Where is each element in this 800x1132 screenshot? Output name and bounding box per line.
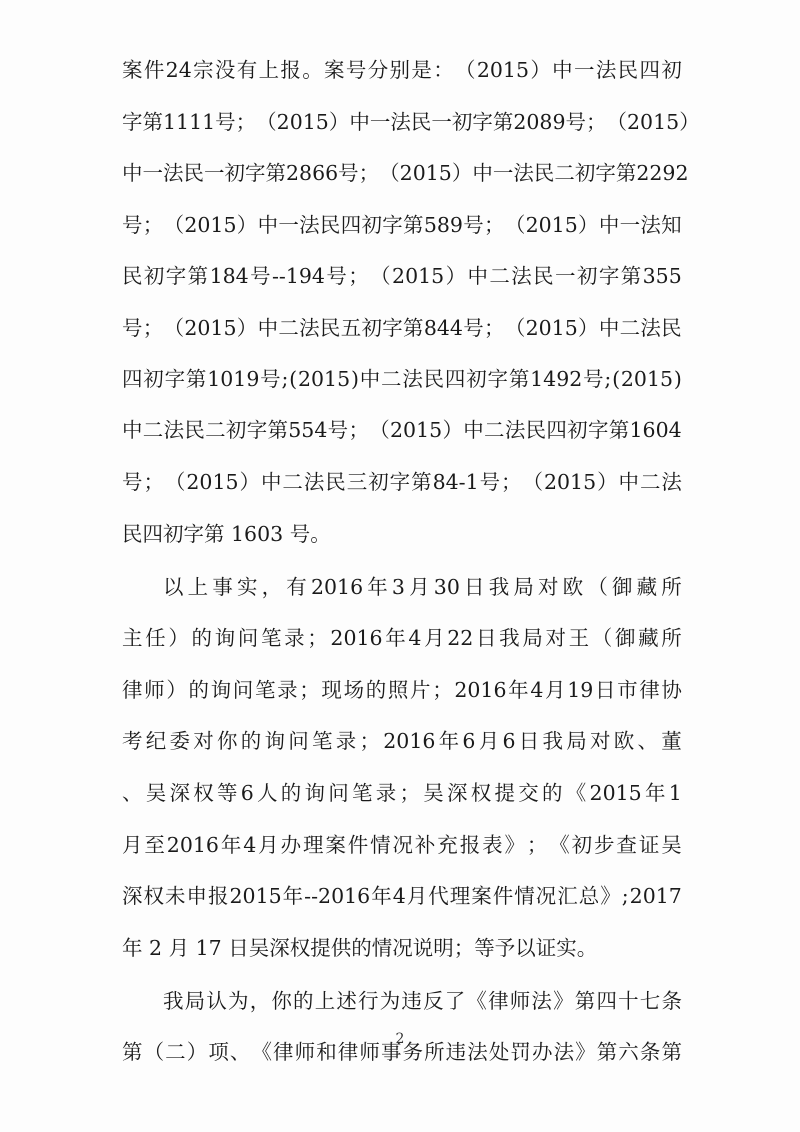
- text-line: 民 初 字 第 184 号 --194 号 ； （ 2015 ） 中 二 法 民 一 初 字 第 355: [122, 264, 682, 288]
- text-line: 案 件 24 宗 没 有 上 报 。 案 号 分 别 是 ： （ 2015 ） 中 一 法 民 四 初: [122, 58, 682, 82]
- text-line: 号 ； （ 2015 ） 中 二 法 民 三 初 字 第 84-1 号 ； （ 2015 ） 中 二 法: [122, 470, 682, 494]
- text-line: 中 二 法 民 二 初 字 第 554 号 ； （ 2015 ） 中 二 法 民 四 初 字 第 1604: [122, 418, 682, 442]
- text-line: 我 局 认 为 ， 你 的 上 述 行 为 违 反 了 《 律 师 法 》 第 四 十 七 条: [163, 989, 682, 1013]
- text-line: 民四初字第 1603 号。: [122, 522, 331, 546]
- text-line: 年 2 月 17 日吴深权提供的情况说明；等予以证实。: [122, 936, 598, 960]
- page-number: 2: [395, 1031, 405, 1047]
- text-line: 律 师 ） 的 询 问 笔 录 ； 现 场 的 照 片 ； 2016 年 4 月 19 日 市 律 协: [122, 678, 682, 702]
- text-line: 中 一 法 民 一 初 字 第 2866 号 ； （ 2015 ） 中 一 法 民 二 初 字 第 2292: [122, 161, 689, 185]
- text-line: 以 上 事 实 ， 有 2016 年 3 月 30 日 我 局 对 欧 （ 御 藏 所: [163, 575, 682, 599]
- text-line: 第 （ 二 ） 项 、 《 律 师 和 律 师 事 务 所 违 法 处 罚 办 法 》 第 六 条 第: [122, 1040, 682, 1064]
- text-line: 号 ； （ 2015 ） 中 一 法 民 四 初 字 第 589 号 ； （ 2015 ） 中 一 法 知: [122, 213, 682, 237]
- text-line: 字 第 1111 号 ； （ 2015 ） 中 一 法 民 一 初 字 第 2089 号 ； （ 2015 ）: [122, 110, 700, 134]
- text-line: 月 至 2016 年 4 月 办 理 案 件 情 况 补 充 报 表 》 ； 《 初 步 查 证 吴: [122, 833, 682, 857]
- text-line: 主 任 ） 的 询 问 笔 录 ； 2016 年 4 月 22 日 我 局 对 王 （ 御 藏 所: [122, 626, 682, 650]
- text-line: 考 纪 委 对 你 的 询 问 笔 录 ； 2016 年 6 月 6 日 我 局 对 欧 、 董: [122, 729, 682, 753]
- text-line: 、 吴 深 权 等 6 人 的 询 问 笔 录 ； 吴 深 权 提 交 的 《 2015 年 1: [122, 781, 682, 805]
- text-line: 四 初 字 第 1019 号 ; ( 2015 ) 中 二 法 民 四 初 字 第 1492 号 ; ( 2015 ): [122, 367, 682, 391]
- text-line: 深 权 未 申 报 2015 年 --2016 年 4 月 代 理 案 件 情 况 汇 总 》 ; 2017: [122, 884, 682, 908]
- text-line: 号 ； （ 2015 ） 中 二 法 民 五 初 字 第 844 号 ； （ 2015 ） 中 二 法 民: [122, 316, 682, 340]
